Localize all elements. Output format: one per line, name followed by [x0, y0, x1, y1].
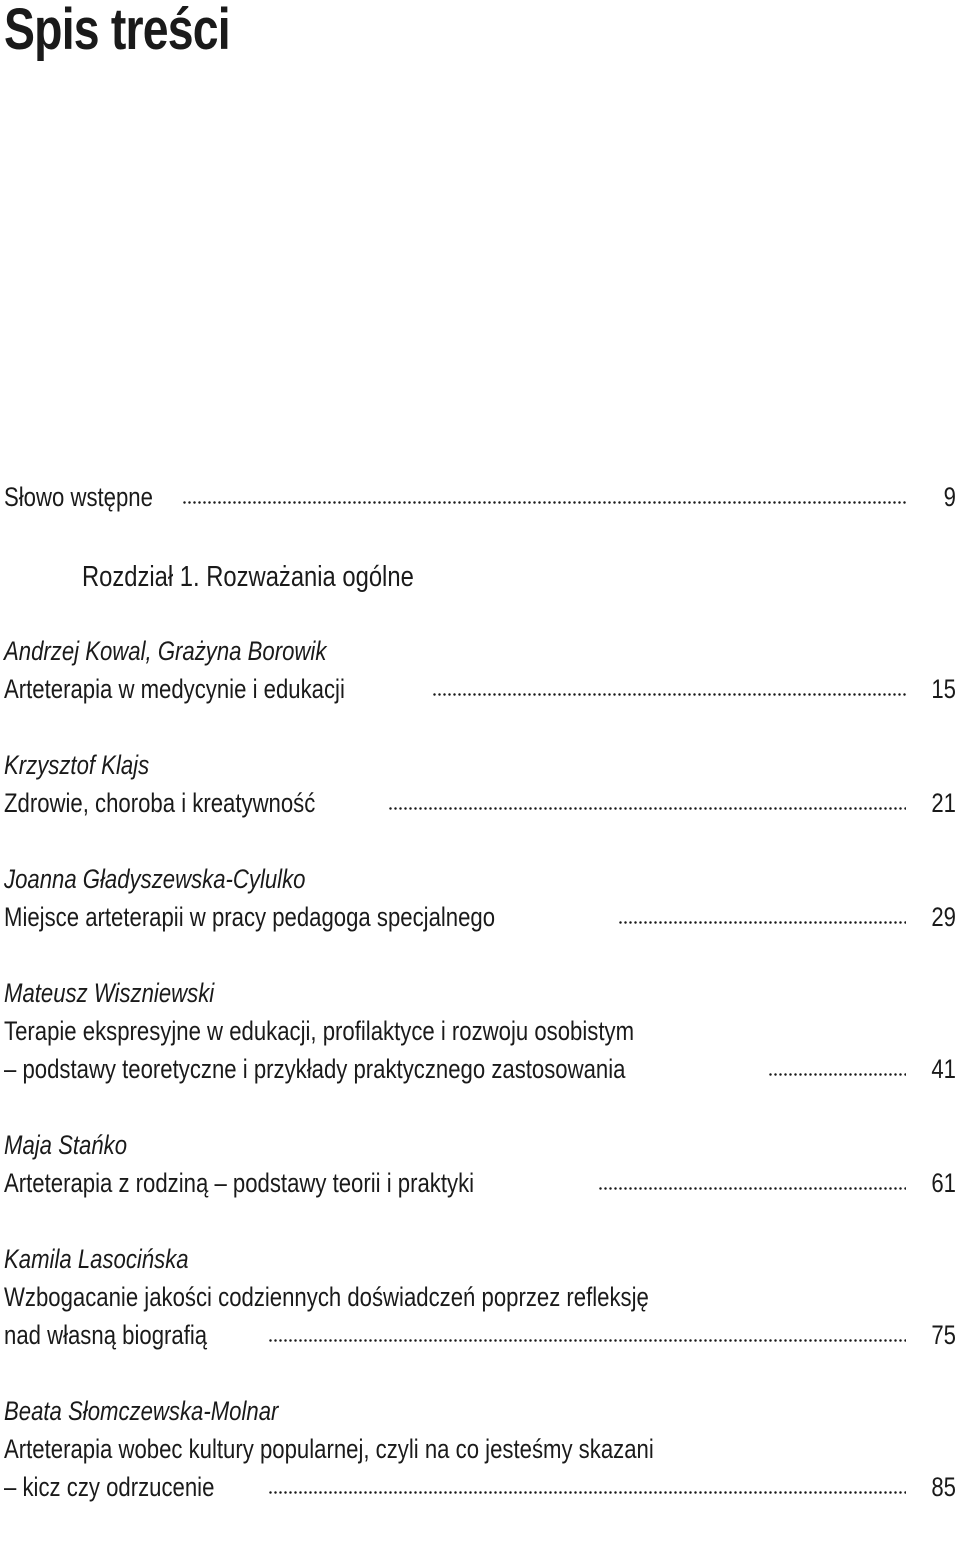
- entry-title: Wzbogacanie jakości codziennych doświadczeń poprzez refleksję: [4, 1282, 649, 1312]
- chapter-heading: [4, 558, 956, 596]
- entry-title: Miejsce arteterapii w pracy pedagoga specjalnego: [4, 902, 496, 932]
- toc-entry[interactable]: [4, 632, 956, 708]
- entry-author: Beata Słomczewska-Molnar: [4, 1396, 279, 1426]
- entry-title-continued: – podstawy teoretyczne i przykłady praktycznego zastosowania: [4, 1054, 626, 1084]
- entry-title-line: [4, 1050, 956, 1088]
- entry-title-line: [4, 670, 956, 708]
- page-number: 9: [943, 482, 956, 512]
- page-number: 61: [931, 1168, 956, 1198]
- page-number: 41: [931, 1054, 956, 1084]
- page-number: 85: [931, 1472, 956, 1502]
- entry-title: Arteterapia w medycynie i edukacji: [4, 674, 345, 704]
- entry-author: Maja Stańko: [4, 1130, 128, 1160]
- page-number: 29: [931, 902, 956, 932]
- toc-entry[interactable]: [4, 746, 956, 822]
- entry-title: Arteterapia z rodziną – podstawy teorii i praktyki: [4, 1168, 475, 1198]
- entry-title: Arteterapia wobec kultury popularnej, czyli na co jesteśmy skazani: [4, 1434, 654, 1464]
- entry-title-continued: nad własną biografią: [4, 1320, 208, 1350]
- dot-leader: [182, 501, 906, 504]
- dot-leader: [432, 693, 906, 696]
- entry-author: Krzysztof Klajs: [4, 750, 150, 780]
- entry-title-line: [4, 1468, 956, 1506]
- entry-title: Słowo wstępne: [4, 482, 153, 512]
- entry-title: Terapie ekspresyjne w edukacji, profilaktyce i rozwoju osobistym: [4, 1016, 635, 1046]
- entry-title-line: [4, 1278, 956, 1316]
- dot-leader: [768, 1073, 906, 1076]
- page-number: 21: [931, 788, 956, 818]
- entry-title-line: [4, 1316, 956, 1354]
- entry-author: Mateusz Wiszniewski: [4, 978, 215, 1008]
- dot-leader: [388, 807, 906, 810]
- dot-leader: [268, 1491, 906, 1494]
- chapter-heading-text: Rozdział 1. Rozważania ogólne: [82, 561, 414, 593]
- page-number: 75: [931, 1320, 956, 1350]
- dot-leader: [618, 921, 906, 924]
- dot-leader: [268, 1339, 906, 1342]
- entry-title-line: [4, 898, 956, 936]
- toc-entry[interactable]: [4, 1126, 956, 1202]
- toc-entry[interactable]: [4, 974, 956, 1088]
- dot-leader: [598, 1187, 906, 1190]
- entry-author: Kamila Lasocińska: [4, 1244, 189, 1274]
- toc-entry[interactable]: [4, 1240, 956, 1354]
- entry-title: Zdrowie, choroba i kreatywność: [4, 788, 316, 818]
- toc-entry[interactable]: [4, 1392, 956, 1506]
- entry-author: Joanna Gładyszewska-Cylulko: [4, 864, 306, 894]
- page-title: Spis treści: [4, 0, 230, 62]
- table-of-contents: [4, 478, 956, 1506]
- entry-title-line: [4, 1012, 956, 1050]
- page-number: 15: [931, 674, 956, 704]
- entry-title-line: [4, 1164, 956, 1202]
- entry-title-line: [4, 1430, 956, 1468]
- entry-author: Andrzej Kowal, Grażyna Borowik: [4, 636, 327, 666]
- entry-title-line: [4, 784, 956, 822]
- entry-title-continued: – kicz czy odrzucenie: [4, 1472, 215, 1502]
- toc-entry-preface[interactable]: [4, 478, 956, 516]
- toc-entry[interactable]: [4, 860, 956, 936]
